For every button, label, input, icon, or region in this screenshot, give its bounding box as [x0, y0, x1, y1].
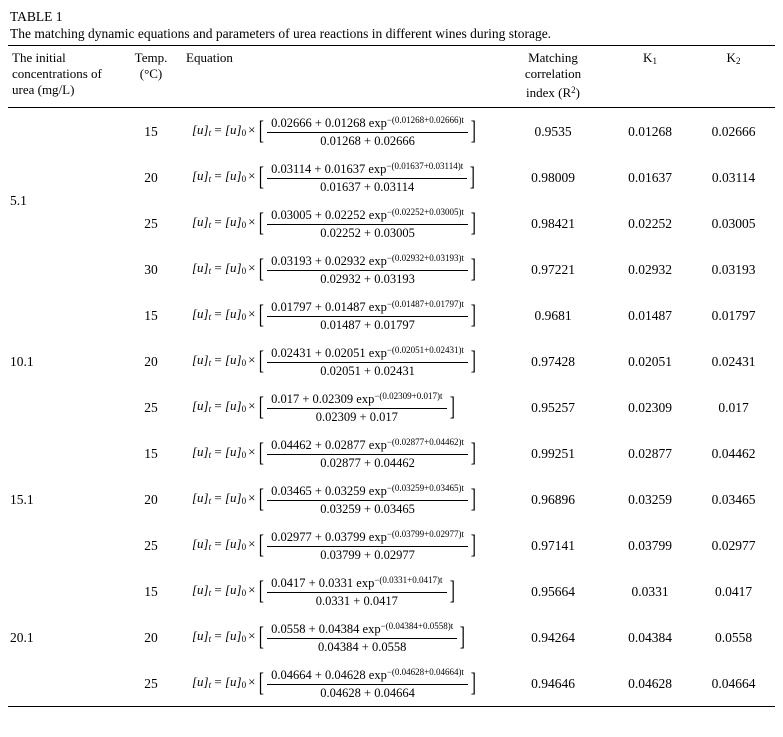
cell-equation [182, 292, 498, 338]
column-header-temp [120, 46, 182, 108]
cell-concentration: 10.1 [10, 353, 34, 369]
cell-k2: 0.03193 [711, 261, 756, 277]
cell-r2: 0.96896 [531, 491, 575, 507]
cell-k2: 0.02977 [711, 537, 756, 553]
cell-k2: 0.01797 [711, 307, 756, 323]
equation-expression: $[u]_t = [u]_0$ × [ $\frac{0.02666 + 0.01268 \exp^{-(0.01268+0.02666)t}}{0.01268 + 0.02666}$ ] [192, 115, 476, 148]
cell-equation [182, 476, 498, 522]
cell-temperature: 25 [144, 675, 158, 691]
equation-expression: $[u]_t = [u]_0$ × [ $\frac{0.017 + 0.02309 \exp^{-(0.02309+0.017)t}}{0.02309 + 0.017}$ ] [192, 391, 455, 424]
cell-k1: 0.02309 [628, 399, 672, 415]
table-row [8, 108, 775, 155]
cell-equation [182, 338, 498, 384]
cell-concentration: 5.1 [10, 192, 27, 208]
column-header-concentration-label: The initial concentrations of urea (mg/L) [12, 50, 102, 97]
table-label: TABLE 1 [10, 9, 63, 24]
table-row [8, 246, 775, 292]
cell-r2: 0.94646 [531, 675, 575, 691]
equation-expression: $[u]_t = [u]_0$ × [ $\frac{0.03465 + 0.03259 \exp^{-(0.03259+0.03465)t}}{0.03259 + 0.03465}$ ] [192, 483, 476, 516]
cell-temperature: 15 [144, 583, 158, 599]
cell-k2: 0.0558 [714, 629, 753, 645]
cell-r2: 0.95664 [531, 583, 575, 599]
column-header-r2: Matching correlation index $(R^2)$ [498, 46, 608, 108]
cell-k1: 0.01637 [628, 169, 672, 185]
cell-equation [182, 246, 498, 292]
cell-k1: 0.02877 [628, 445, 672, 461]
table-row [8, 430, 775, 476]
table-row [8, 660, 775, 706]
r2-superscript: 2 [571, 85, 576, 95]
column-header-concentration [8, 46, 120, 108]
cell-r2: 0.9681 [534, 307, 572, 323]
cell-equation [182, 660, 498, 706]
cell-k1: 0.04628 [628, 675, 672, 691]
data-table [8, 45, 775, 706]
cell-equation [182, 200, 498, 246]
cell-k2: 0.017 [718, 399, 749, 415]
cell-temperature: 25 [144, 399, 158, 415]
table-row [8, 614, 775, 660]
cell-concentration: 15.1 [10, 491, 34, 507]
cell-k1: 0.01487 [628, 307, 672, 323]
cell-k1: 0.01268 [628, 123, 672, 139]
cell-k2: 0.02431 [711, 353, 756, 369]
equation-expression: $[u]_t = [u]_0$ × [ $\frac{0.04462 + 0.02877 \exp^{-(0.02877+0.04462)t}}{0.02877 + 0.04462}$ ] [192, 437, 476, 470]
cell-k2: 0.04462 [711, 445, 756, 461]
cell-equation [182, 430, 498, 476]
cell-k1: 0.03799 [628, 537, 672, 553]
table-row [8, 568, 775, 614]
cell-r2: 0.98421 [531, 215, 575, 231]
equation-expression: $[u]_t = [u]_0$ × [ $\frac{0.0417 + 0.0331 \exp^{-(0.0331+0.0417)t}}{0.0331 + 0.0417}$ ] [192, 575, 455, 608]
cell-k2: 0.0417 [714, 583, 753, 599]
table-row [8, 522, 775, 568]
cell-k1: 0.02932 [628, 261, 672, 277]
column-header-k2: K2 [692, 46, 775, 108]
cell-equation [182, 384, 498, 430]
table-body [8, 108, 775, 707]
cell-k2: 0.04664 [711, 675, 756, 691]
equation-expression: $[u]_t = [u]_0$ × [ $\frac{0.0558 + 0.04384 \exp^{-(0.04384+0.0558)t}}{0.04384 + 0.0558}$ ] [192, 621, 466, 654]
cell-temperature: 20 [144, 629, 158, 645]
cell-temperature: 25 [144, 537, 158, 553]
table-row [8, 476, 775, 522]
table-row [8, 338, 775, 384]
column-header-temp-label: Temp. (°C) [134, 50, 168, 81]
cell-k1: 0.0331 [631, 583, 669, 599]
table-row [8, 200, 775, 246]
table-header [8, 46, 775, 108]
column-header-equation [182, 46, 498, 108]
equation-expression: $[u]_t = [u]_0$ × [ $\frac{0.03005 + 0.02252 \exp^{-(0.02252+0.03005)t}}{0.02252 + 0.03005}$ ] [192, 207, 476, 240]
cell-temperature: 15 [144, 307, 158, 323]
cell-k2: 0.02666 [711, 123, 756, 139]
cell-temperature: 15 [144, 445, 158, 461]
cell-temperature: 15 [144, 123, 158, 139]
cell-temperature: 20 [144, 353, 158, 369]
cell-r2: 0.97141 [531, 537, 575, 553]
k1-subscript: 1 [652, 56, 657, 66]
column-header-k1: K1 [608, 46, 692, 108]
k2-subscript: 2 [735, 56, 741, 66]
cell-k1: 0.03259 [628, 491, 672, 507]
cell-k1: 0.04384 [628, 629, 672, 645]
cell-equation [182, 522, 498, 568]
column-header-equation-label: Equation [186, 50, 233, 65]
cell-equation [182, 108, 498, 155]
table-row [8, 384, 775, 430]
cell-r2: 0.98009 [531, 169, 575, 185]
equation-expression: $[u]_t = [u]_0$ × [ $\frac{0.03114 + 0.01637 \exp^{-(0.01637+0.03114)t}}{0.01637 + 0.03114}$ ] [192, 161, 476, 194]
cell-k2: 0.03005 [711, 215, 756, 231]
cell-r2: 0.97221 [531, 261, 575, 277]
cell-temperature: 30 [144, 261, 158, 277]
cell-r2: 0.9535 [534, 123, 572, 139]
equation-expression: $[u]_t = [u]_0$ × [ $\frac{0.01797 + 0.01487 \exp^{-(0.01487+0.01797)t}}{0.01487 + 0.01797}$ ] [192, 299, 476, 332]
equation-expression: $[u]_t = [u]_0$ × [ $\frac{0.02431 + 0.02051 \exp^{-(0.02051+0.02431)t}}{0.02051 + 0.02431}$ ] [192, 345, 476, 378]
table-caption: The matching dynamic equations and parameters of urea reactions in different wines during storage. [10, 26, 552, 41]
cell-temperature: 20 [144, 169, 158, 185]
table-row [8, 292, 775, 338]
cell-k2: 0.03465 [711, 491, 756, 507]
cell-concentration: 20.1 [10, 629, 34, 645]
cell-equation [182, 154, 498, 200]
cell-temperature: 20 [144, 491, 158, 507]
cell-r2: 0.97428 [531, 353, 575, 369]
cell-equation [182, 614, 498, 660]
cell-k1: 0.02051 [628, 353, 672, 369]
cell-k1: 0.02252 [628, 215, 672, 231]
cell-temperature: 25 [144, 215, 158, 231]
cell-r2: 0.95257 [531, 399, 575, 415]
table-row [8, 154, 775, 200]
equation-expression: $[u]_t = [u]_0$ × [ $\frac{0.03193 + 0.02932 \exp^{-(0.02932+0.03193)t}}{0.02932 + 0.03193}$ ] [192, 253, 476, 286]
cell-r2: 0.99251 [531, 445, 575, 461]
cell-equation [182, 568, 498, 614]
cell-k2: 0.03114 [711, 169, 756, 185]
equation-expression: $[u]_t = [u]_0$ × [ $\frac{0.02977 + 0.03799 \exp^{-(0.03799+0.02977)t}}{0.03799 + 0.02977}$ ] [192, 529, 476, 562]
cell-r2: 0.94264 [531, 629, 575, 645]
equation-expression: $[u]_t = [u]_0$ × [ $\frac{0.04664 + 0.04628 \exp^{-(0.04628+0.04664)t}}{0.04628 + 0.04664}$ ] [192, 667, 476, 700]
table-bottom-rule [8, 706, 775, 707]
